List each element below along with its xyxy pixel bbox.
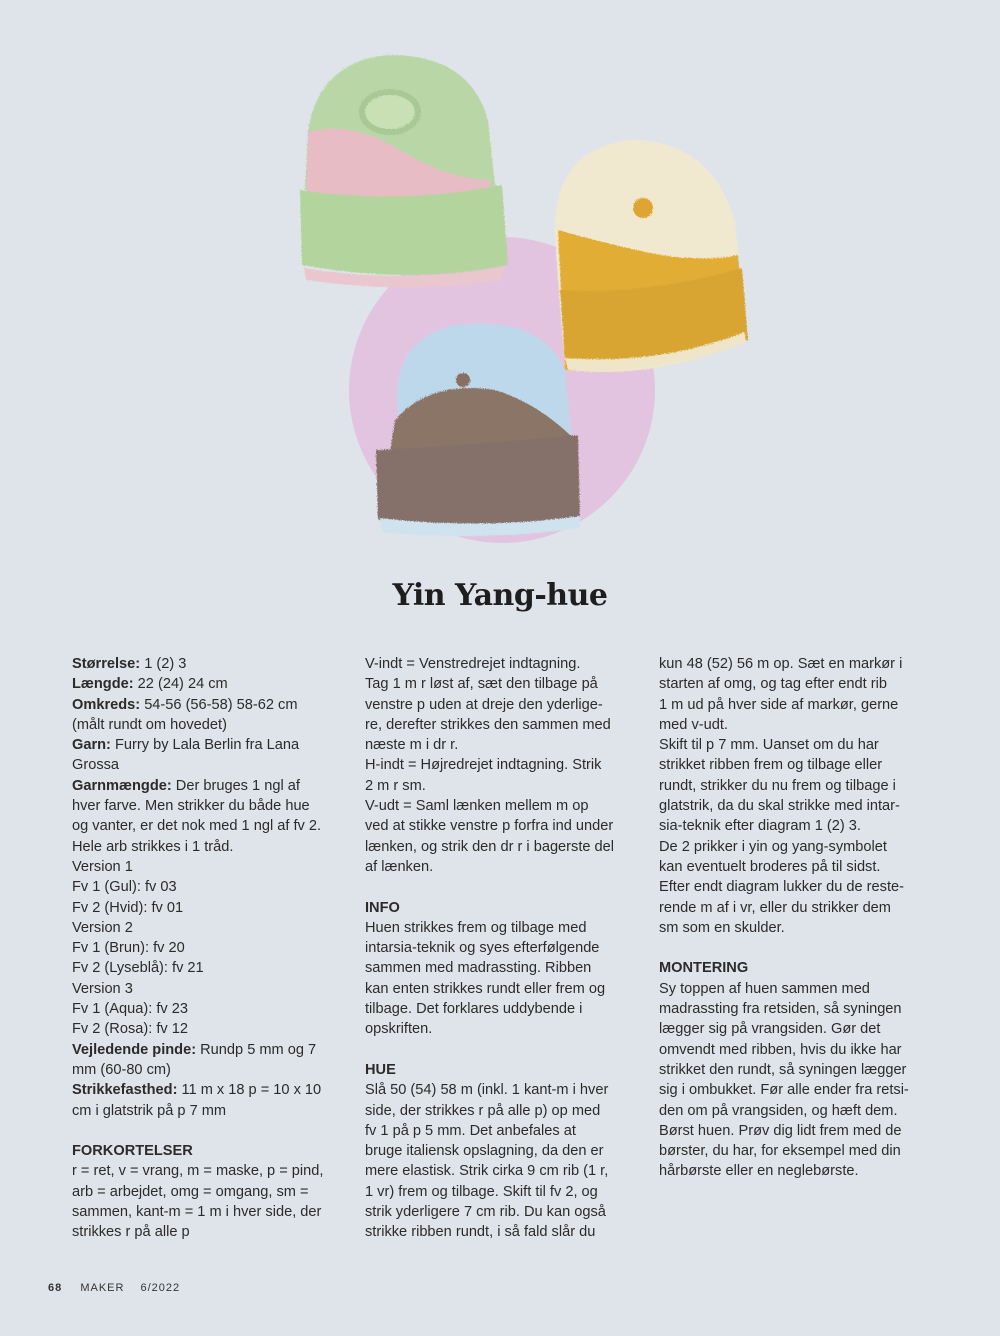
field-text: 1 vr) frem og tilbage. Skift til fv 2, og (365, 1183, 598, 1200)
text-line (659, 918, 937, 938)
field-text: Grossa (72, 757, 120, 774)
text-line (659, 715, 937, 735)
text-line (365, 796, 643, 816)
text-line (365, 999, 643, 1019)
field-text: Fv 1 (Aqua): fv 23 (72, 1001, 188, 1018)
field-text: Der bruges 1 ngl af (171, 777, 300, 794)
text-line (659, 877, 937, 897)
text-line (659, 735, 937, 755)
text-line (72, 715, 350, 735)
text-line (72, 958, 350, 978)
field-text: ved at stikke venstre p forfra ind under (365, 818, 614, 835)
text-line (659, 1060, 937, 1080)
text-line (72, 1182, 350, 1202)
column-2 (365, 654, 643, 1243)
text-line (72, 898, 350, 918)
field-text: den om på vrangsiden, og hæft dem. (659, 1102, 898, 1119)
text-line (659, 695, 937, 715)
field-text: V-indt = Venstredrejet indtagning. (365, 656, 581, 672)
field-text: og vanter, er det nok med 1 ngl af fv 2. (72, 818, 322, 835)
text-line (365, 1182, 643, 1202)
field-text: De 2 prikker i yin og yang-symbolet (659, 838, 887, 855)
field-label: Størrelse: (72, 656, 141, 672)
page-number: 68 (48, 1282, 63, 1294)
text-line (659, 674, 937, 694)
text-line (72, 1101, 350, 1121)
field-text: cm i glatstrik på p 7 mm (72, 1102, 227, 1119)
field-text: strikket den rundt, så syningen lægger (659, 1061, 907, 1078)
field-text: mere elastisk. Strik cirka 9 cm rib (1 r, (365, 1163, 609, 1180)
field-text: Skift til p 7 mm. Uanset om du har (659, 737, 879, 754)
text-line (365, 958, 643, 978)
hats-photo (280, 40, 750, 560)
field-label: Strikkefasthed: (72, 1082, 178, 1099)
field-text: omvendt med ribben, hvis du ikke har (659, 1041, 902, 1058)
field-label: Garnmængde: (72, 777, 172, 794)
section-heading: FORKORTELSER (72, 1143, 193, 1160)
field-label: Længde: (72, 676, 134, 693)
field-text: børster, du har, for eksempel med din (659, 1143, 901, 1160)
field-text: sammen, kant-m = 1 m i hver side, der (72, 1204, 322, 1221)
text-line (659, 1121, 937, 1141)
field-text: Børst huen. Prøv dig lidt frem med de (659, 1122, 902, 1139)
page-footer (48, 1282, 180, 1294)
text-line (365, 695, 643, 715)
text-line (365, 776, 643, 796)
text-line (365, 755, 643, 775)
text-line (365, 1141, 643, 1161)
field-text: V-udt = Saml lænken mellem m op (365, 798, 589, 815)
text-line (365, 1121, 643, 1141)
field-text: Fv 2 (Lyseblå): fv 21 (72, 960, 204, 977)
field-text: 11 m x 18 p = 10 x 10 (177, 1082, 322, 1099)
field-text: bruge italiensk opslagning, da den er (365, 1143, 604, 1160)
text-line (72, 755, 350, 775)
field-text: Rundp 5 mm og 7 (196, 1041, 317, 1058)
field-text: hårbørste eller en neglebørste. (659, 1163, 859, 1180)
text-line (72, 1080, 350, 1100)
text-line (72, 1202, 350, 1222)
field-text: 54-56 (56-58) 58-62 cm (140, 696, 298, 713)
text-line (659, 776, 937, 796)
field-text: strikke ribben rundt, i så fald slår du (365, 1224, 596, 1241)
text-line (72, 837, 350, 857)
field-text: Fv 2 (Hvid): fv 01 (72, 899, 184, 916)
text-line (72, 735, 350, 755)
field-text: tilbage. Det forklares uddybende i (365, 1001, 583, 1018)
field-text: af lænken. (365, 858, 434, 875)
text-line (659, 755, 937, 775)
field-text: rende m af i vr, eller du strikker dem (659, 899, 891, 916)
section-heading: HUE (365, 1061, 396, 1078)
field-text: (målt rundt om hovedet) (72, 716, 227, 733)
text-line (72, 877, 350, 897)
text-line (72, 1060, 350, 1080)
text-line (365, 938, 643, 958)
text-line (365, 918, 643, 938)
text-line (659, 999, 937, 1019)
field-text: Version 2 (72, 919, 133, 936)
field-text: glatstrik, da du skal strikke med intar- (659, 798, 900, 815)
text-line (72, 999, 350, 1019)
text-line (72, 776, 350, 796)
field-text: kan eventuelt broderes på til sidst. (659, 858, 881, 875)
text-line (659, 1080, 937, 1100)
field-text: madrassting fra retsiden, så syningen (659, 1001, 902, 1018)
field-text: 2 m r sm. (365, 777, 426, 794)
issue-number: 6/2022 (140, 1282, 181, 1294)
text-line (659, 796, 937, 816)
text-line (659, 898, 937, 918)
field-text: Fv 1 (Gul): fv 03 (72, 879, 177, 896)
field-text: strikkes r på alle p (72, 1224, 190, 1241)
text-line (365, 979, 643, 999)
text-line (659, 837, 937, 857)
field-text: starten af omg, og tag efter endt rib (659, 676, 887, 693)
field-text: strik yderligere 7 cm rib. Du kan også (365, 1204, 606, 1221)
text-line (72, 796, 350, 816)
text-line (365, 674, 643, 694)
field-text: side, der strikkes r på alle p) op med (365, 1102, 601, 1119)
section-heading: MONTERING (659, 960, 749, 977)
cream-mustard-hat (555, 140, 748, 372)
column-1 (72, 654, 350, 1243)
field-text: Efter endt diagram lukker du de reste- (659, 879, 904, 896)
column-3 (659, 654, 937, 1182)
field-text: Furry by Lala Berlin fra Lana (110, 737, 300, 754)
field-text: H-indt = Højredrejet indtagning. Strik (365, 757, 602, 774)
field-text: arb = arbejdet, omg = omgang, sm = (72, 1183, 309, 1200)
text-line (365, 1080, 643, 1100)
field-text: lægger sig på vrangsiden. Gør det (659, 1021, 881, 1038)
field-text: med v-udt. (659, 716, 728, 733)
text-line (365, 1202, 643, 1222)
field-text: venstre p uden at dreje den yderlige- (365, 696, 603, 713)
field-text: hver farve. Men strikker du både hue (72, 798, 310, 815)
field-text: kun 48 (52) 56 m op. Sæt en markør i (659, 656, 903, 672)
text-line (365, 1101, 643, 1121)
field-text: Tag 1 m r løst af, sæt den tilbage på (365, 676, 598, 693)
field-text: Fv 2 (Rosa): fv 12 (72, 1021, 188, 1038)
field-text: r = ret, v = vrang, m = maske, p = pind, (72, 1163, 324, 1180)
text-line (365, 735, 643, 755)
text-line (72, 918, 350, 938)
text-line (72, 1019, 350, 1039)
text-line (659, 1141, 937, 1161)
field-text: mm (60-80 cm) (72, 1061, 171, 1078)
text-line (365, 857, 643, 877)
field-label: Garn: (72, 737, 111, 754)
text-line (365, 837, 643, 857)
field-text: 1 (2) 3 (140, 656, 187, 672)
field-text: Sy toppen af huen sammen med (659, 980, 870, 997)
text-line (72, 979, 350, 999)
field-text: Hele arb strikkes i 1 tråd. (72, 838, 234, 855)
field-text: Huen strikkes frem og tilbage med (365, 919, 587, 936)
text-line (72, 695, 350, 715)
text-line (72, 654, 350, 674)
text-line (365, 816, 643, 836)
field-text: 1 m ud på hver side af markør, gerne (659, 696, 899, 713)
text-line (72, 1161, 350, 1181)
text-line (72, 857, 350, 877)
field-label: Vejledende pinde: (72, 1041, 197, 1058)
field-text: fv 1 på p 5 mm. Det anbefales at (365, 1122, 576, 1139)
text-line (72, 1040, 350, 1060)
section-heading: INFO (365, 899, 400, 916)
field-text: re, derefter strikkes den sammen med (365, 716, 611, 733)
text-line (72, 1222, 350, 1242)
text-line (72, 674, 350, 694)
text-line (72, 816, 350, 836)
field-text: opskriften. (365, 1021, 433, 1038)
field-text: lænken, og strik den dr r i bagerste del (365, 838, 615, 855)
text-line (72, 938, 350, 958)
green-pink-hat (300, 55, 508, 288)
field-text: intarsia-teknik og syes efterfølgende (365, 940, 600, 957)
magazine-name: MAKER (80, 1282, 125, 1294)
field-text: 22 (24) 24 cm (133, 676, 228, 693)
text-line (365, 654, 643, 674)
text-line (365, 1222, 643, 1242)
field-text: kan enten strikkes rundt eller frem og (365, 980, 606, 997)
text-line (659, 857, 937, 877)
field-text: næste m i dr r. (365, 737, 459, 754)
field-text: Fv 1 (Brun): fv 20 (72, 940, 185, 957)
text-line (659, 654, 937, 674)
field-text: strikket ribben frem og tilbage eller (659, 757, 883, 774)
field-label: Omkreds: (72, 696, 141, 713)
field-text: sm som en skulder. (659, 919, 785, 936)
field-text: rundt, strikker du nu frem og tilbage i (659, 777, 896, 794)
field-text: Slå 50 (54) 58 m (inkl. 1 kant-m i hver (365, 1082, 609, 1099)
text-line (659, 1040, 937, 1060)
field-text: sammen med madrassting. Ribben (365, 960, 592, 977)
article-title: Yin Yang-hue (392, 578, 608, 613)
field-text: sig i ombukket. Før alle ender fra retsi- (659, 1082, 909, 1099)
text-line (365, 1161, 643, 1181)
text-line (659, 1019, 937, 1039)
text-line (365, 1019, 643, 1039)
text-line (365, 715, 643, 735)
field-text: Version 3 (72, 980, 133, 997)
text-line (659, 816, 937, 836)
text-line (659, 1161, 937, 1181)
field-text: sia-teknik efter diagram 1 (2) 3. (659, 818, 861, 835)
text-line (659, 979, 937, 999)
text-line (659, 1101, 937, 1121)
field-text: Version 1 (72, 858, 133, 875)
